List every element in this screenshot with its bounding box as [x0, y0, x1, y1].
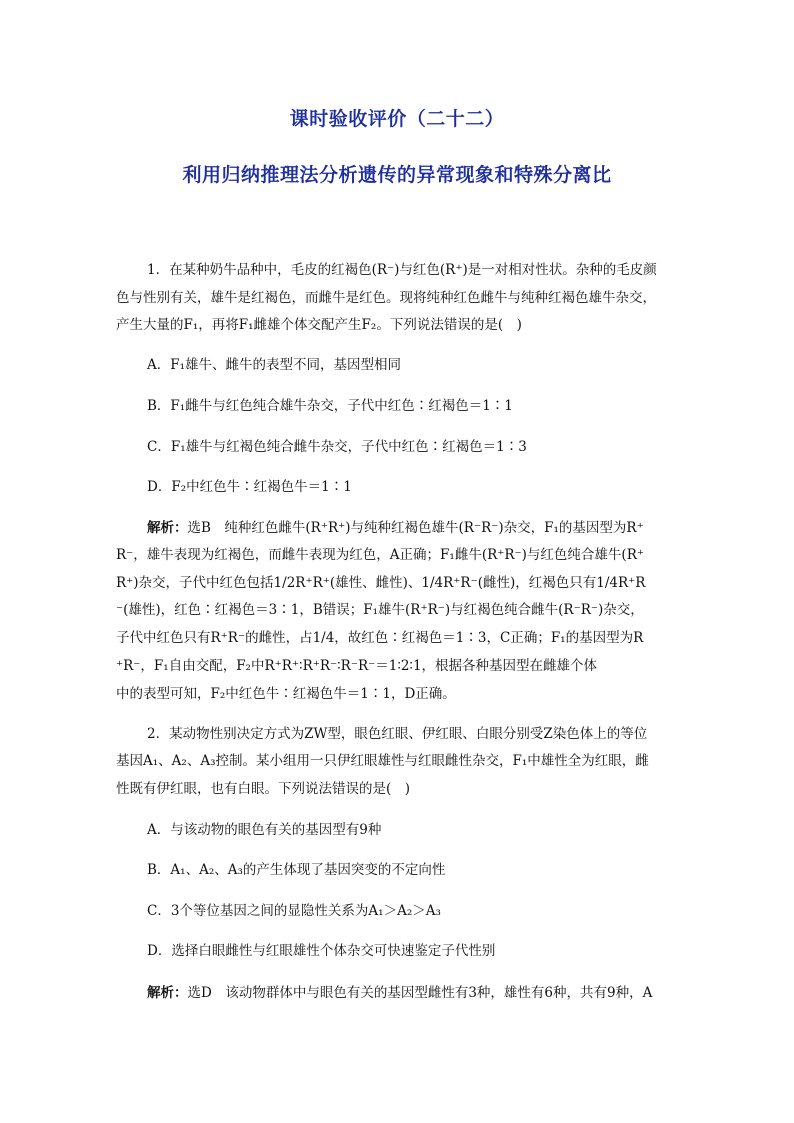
analysis-label: 解析： [147, 985, 188, 1001]
q2-analysis-line [147, 983, 652, 1003]
q1-stem-line: 产生大量的F₁，再将F₁雌雄个体交配产生F₂。下列说法错误的是( ) [116, 317, 522, 333]
q1-option-a: A．F₁雄牛、雌牛的表型不同，基因型相同 [147, 357, 402, 373]
page-title: 课时验收评价（二十二） [289, 108, 505, 130]
q2-option-d: D．选择白眼雌性与红眼雄性个体杂交可快速鉴定子代性别 [147, 943, 496, 959]
q2-stem-line: 性既有伊红眼，也有白眼。下列说法错误的是( ) [116, 781, 411, 797]
q1-stem-line: 色与性别有关，雄牛是红褐色，而雌牛是红色。现将纯种红色雌牛与纯种红褐色雄牛杂交， [116, 290, 656, 306]
q1-option-b: B．F₁雌牛与红色纯合雄牛杂交，子代中红色∶红褐色＝1∶1 [147, 398, 513, 414]
analysis-label: 解析： [147, 520, 188, 536]
q1-analysis-line [147, 518, 644, 538]
q1-analysis-line: ⁻(雄性)，红色∶红褐色＝3∶1，B错误；F₁雄牛(R⁺R⁻)与红褐色纯合雌牛(R⁻R⁻)杂交， [116, 602, 644, 618]
q2-option-a: A．与该动物的眼色有关的基因型有9种 [147, 822, 382, 838]
q1-analysis-line: 中的表型可知，F₂中红色牛∶红褐色牛＝1∶1，D正确。 [116, 686, 456, 702]
q1-option-d: D．F₂中红色牛∶红褐色牛＝1∶1 [147, 479, 352, 495]
analysis-text: 选D 该动物群体中与眼色有关的基因型雌性有3种，雄性有6种，共有9种，A [187, 985, 653, 1001]
analysis-text: 选B 纯种红色雌牛(R⁺R⁺)与纯种红褐色雄牛(R⁻R⁻)杂交，F₁的基因型为R⁺ [187, 520, 644, 536]
q1-analysis-line: 子代中红色只有R⁺R⁻的雌性，占1/4，故红色∶红褐色＝1∶3，C正确；F₁的基因型为R [116, 630, 644, 646]
q2-option-b: B．A₁、A₂、A₃的产生体现了基因突变的不定向性 [147, 862, 446, 878]
q1-analysis-line: R⁺)杂交，子代中红色包括1/2R⁺R⁺(雄性、雌性)、1/4R⁺R⁻(雌性)，红褐色只有1/4R⁺R [116, 575, 646, 591]
q2-stem-line: 2．某动物性别决定方式为ZW型，眼色红眼、伊红眼、白眼分别受Z染色体上的等位 [147, 726, 648, 742]
q2-stem-line: 基因A₁、A₂、A₃控制。某小组用一只伊红眼雄性与红眼雌性杂交，F₁中雄性全为红眼，雌 [116, 753, 649, 769]
q1-analysis-line: ⁺R⁻，F₁自由交配，F₂中R⁺R⁺∶R⁺R⁻∶R⁻R⁻＝1∶2∶1，根据各种基因型在雌雄个体 [116, 658, 598, 674]
page-subtitle: 利用归纳推理法分析遗传的异常现象和特殊分离比 [182, 164, 612, 186]
q2-option-c: C．3个等位基因之间的显隐性关系为A₁＞A₂＞A₃ [147, 903, 441, 919]
q1-option-c: C．F₁雄牛与红褐色纯合雌牛杂交，子代中红色∶红褐色＝1∶3 [147, 439, 527, 455]
q1-stem-line: 1．在某种奶牛品种中，毛皮的红褐色(R⁻)与红色(R⁺)是一对相对性状。杂种的毛皮颜 [147, 262, 657, 278]
q1-analysis-line: R⁻，雄牛表现为红褐色，而雌牛表现为红色，A正确；F₁雌牛(R⁺R⁻)与红色纯合雄牛(R⁺ [116, 547, 644, 563]
